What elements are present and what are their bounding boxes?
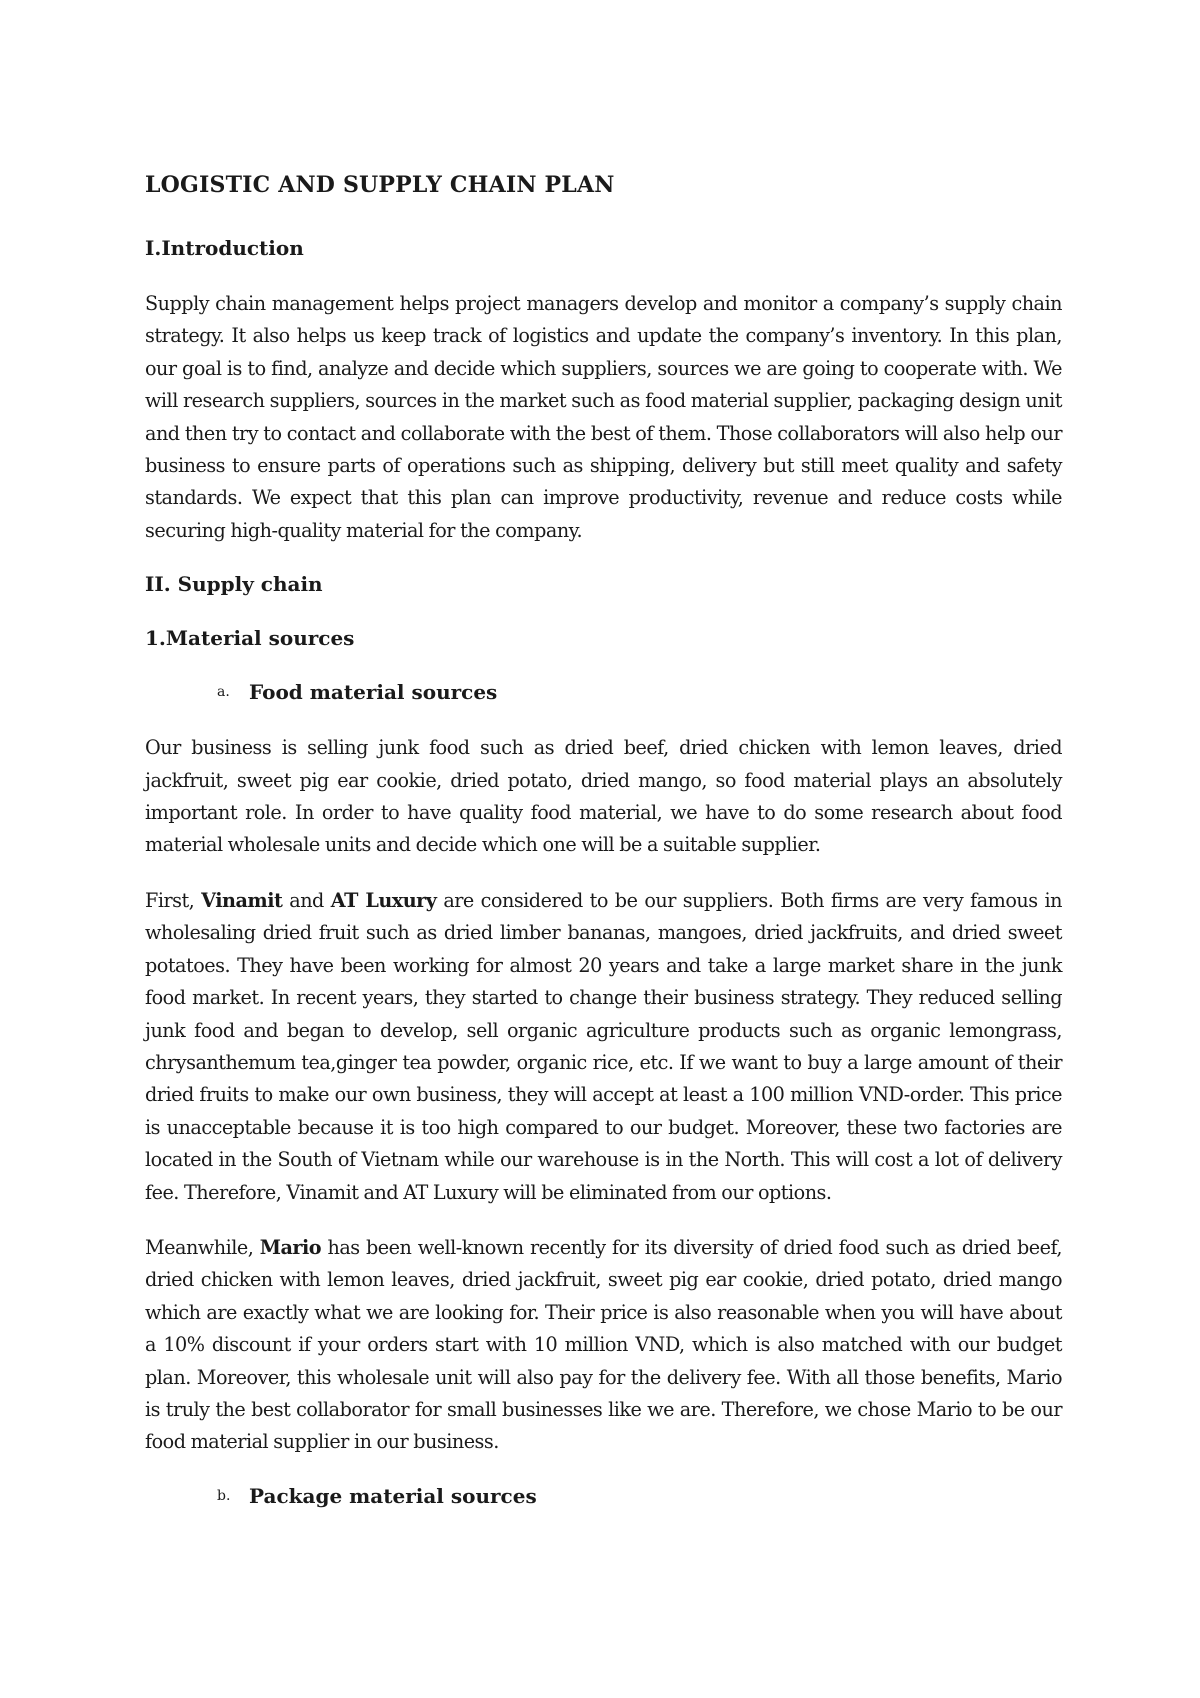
suppliers-and: and <box>282 888 331 912</box>
intro-paragraph: Supply chain management helps project managers develop and monitor a company’s supply chain strategy. It also helps us keep track of logistics and update the company’s inventory. In this plan, our goal is to find, analyze and decide which suppliers, sources we are going to cooperate with. We will research suppliers, sources in the market such as food material supplier, packaging design unit and then try to contact and collaborate with the best of them. Those collaborators will also help our business to ensure parts of operations such as shipping, delivery but still meet quality and safety standards. We expect that this plan can improve productivity, revenue and reduce costs while securing high-quality material for the company. <box>145 292 1062 542</box>
supplier-name-mario: Mario <box>259 1235 322 1259</box>
supplier-name-at-luxury: AT Luxury <box>330 888 437 912</box>
list-item-food-material-sources <box>145 678 1062 706</box>
food-material-heading: Food material sources <box>249 680 498 705</box>
suppliers-rest: are considered to be our suppliers. Both firms are very famous in wholesaling dried fruit such as dried limber bananas, mangoes, dried jackfruits, and dried sweet potatoes. They have been working for almost 20 years and take a large market share in the junk food market. In recent years, they started to change their business strategy. They reduced selling junk food and began to develop, sell organic agriculture products such as organic lemongrass, chrysanthemum tea,ginger tea powder, organic rice, etc. If we want to buy a large amount of their dried fruits to make our own business, they will accept at least a 100 million VND-order. This price is unacceptable because it is too high compared to our budget. Moreover, these two factories are located in the South of Vietnam while our warehouse is in the North. This will cost a lot of delivery fee. Therefore, Vinamit and AT Luxury will be eliminated from our options. <box>145 888 1062 1204</box>
list-item-package-material-sources <box>145 1482 1062 1510</box>
supplier-name-vinamit: Vinamit <box>201 888 283 912</box>
mario-lead: Meanwhile, <box>145 1235 260 1259</box>
suppliers-paragraph <box>145 885 1062 1209</box>
section-heading-supply-chain: II. Supply chain <box>145 572 323 597</box>
mario-rest: has been well-known recently for its diversity of dried food such as dried beef, dried chicken with lemon leaves, dried jackfruit, sweet pig ear cookie, dried potato, dried mango which are exactly what we are looking for. Their price is also reasonable when you will have about a 10% discount if your orders start with 10 million VND, which is also matched with our budget plan. Moreover, this wholesale unit will also pay for the delivery fee. With all those benefits, Mario is truly the best collaborator for small businesses like we are. Therefore, we chose Mario to be our food material supplier in our business. <box>145 1235 1062 1454</box>
food-material-paragraph: Our business is selling junk food such as dried beef, dried chicken with lemon leaves, dried jackfruit, sweet pig ear cookie, dried potato, dried mango, so food material plays an absolutely important role. In order to have quality food material, we have to do some research about food material wholesale units and decide which one will be a suitable supplier. <box>145 736 1062 857</box>
suppliers-lead: First, <box>145 888 202 912</box>
intro-heading: I.Introduction <box>145 236 304 260</box>
list-marker-a: a. <box>217 684 230 701</box>
subsection-heading-material-sources: 1.Material sources <box>145 626 355 651</box>
mario-paragraph <box>145 1232 1062 1459</box>
document-title: LOGISTIC AND SUPPLY CHAIN PLAN <box>145 172 615 198</box>
document-page <box>145 170 1062 1536</box>
package-material-heading: Package material sources <box>249 1483 537 1508</box>
list-marker-b: b. <box>217 1487 231 1504</box>
